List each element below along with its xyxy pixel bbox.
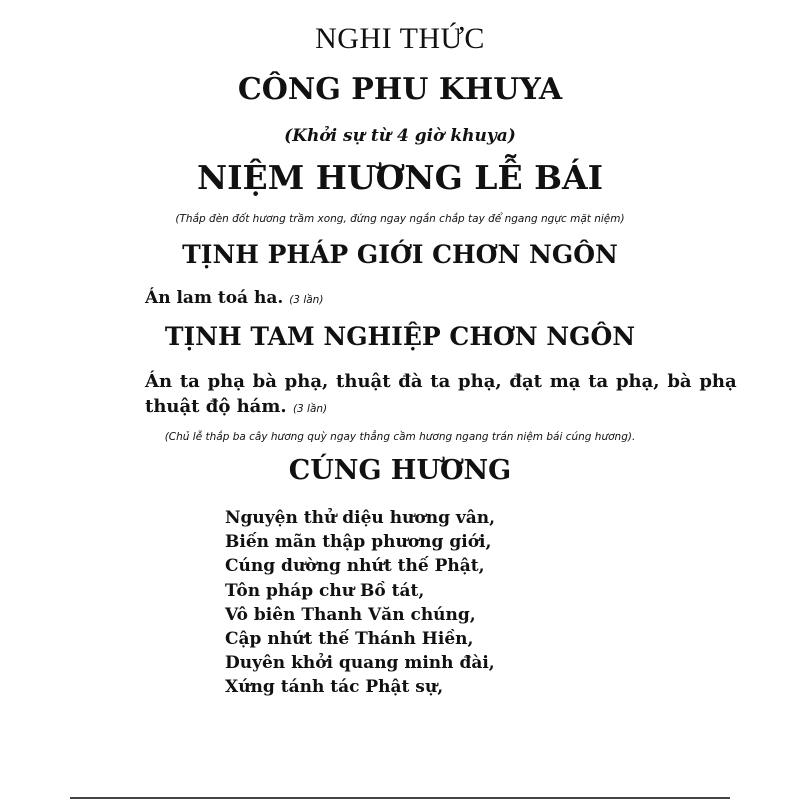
mantra-text-2-line-2 — [145, 396, 327, 417]
verse-line: Cúng dường nhứt thế Phật, — [225, 556, 485, 577]
verse-line: Xứng tánh tác Phật sự, — [225, 677, 444, 698]
verse-line: Biến mãn thập phương giới, — [225, 532, 492, 553]
mantra-text-1-body: Án lam toá ha. — [145, 288, 284, 308]
verse-line: Duyên khởi quang minh đài, — [225, 653, 495, 674]
mantra-text-2-line-2-body: thuật độ hám. — [145, 396, 287, 417]
verse-line: Nguyện thử diệu hương vân, — [225, 508, 496, 528]
verse-line: Vô biên Thanh Văn chúng, — [225, 604, 476, 625]
incense-instruction-note: (Chủ lễ thắp ba cây hương quỳ ngay thẳng cầm hương ngang trán niệm bái cúng hương). — [164, 431, 636, 443]
mantra-heading-tinh-tam-nghiep: TỊNH TAM NGHIỆP CHƠN NGÔN — [164, 322, 636, 351]
verse-line: Cập nhứt thế Thánh Hiền, — [225, 629, 474, 650]
mantra-heading-tinh-phap-gioi: TỊNH PHÁP GIỚI CHƠN NGÔN — [182, 240, 618, 269]
repeat-count-1: (3 lần) — [289, 294, 324, 306]
repeat-count-2: (3 lần) — [292, 403, 328, 415]
mantra-text-2-line-1: Án ta phạ bà phạ, thuật đà ta phạ, đạt mạ ta phạ, bà phạ — [145, 371, 737, 392]
offering-heading: CÚNG HƯƠNG — [288, 455, 512, 486]
offering-verse — [225, 506, 495, 700]
mantra-text-1 — [145, 288, 323, 308]
verse-line: Tôn pháp chư Bồ tát, — [225, 580, 425, 601]
page-bottom-divider — [70, 797, 730, 799]
instruction-note: (Thắp đèn đốt hương trầm xong, đứng ngay ngắn chắp tay để ngang ngực mặt niệm) — [175, 213, 625, 225]
doc-subtitle: CÔNG PHU KHUYA — [237, 72, 563, 107]
section-heading-niem-huong: NIỆM HƯƠNG LỄ BÁI — [196, 158, 604, 197]
doc-title: NGHI THỨC — [315, 22, 485, 55]
timing-note: (Khởi sự từ 4 giờ khuya) — [284, 126, 516, 146]
